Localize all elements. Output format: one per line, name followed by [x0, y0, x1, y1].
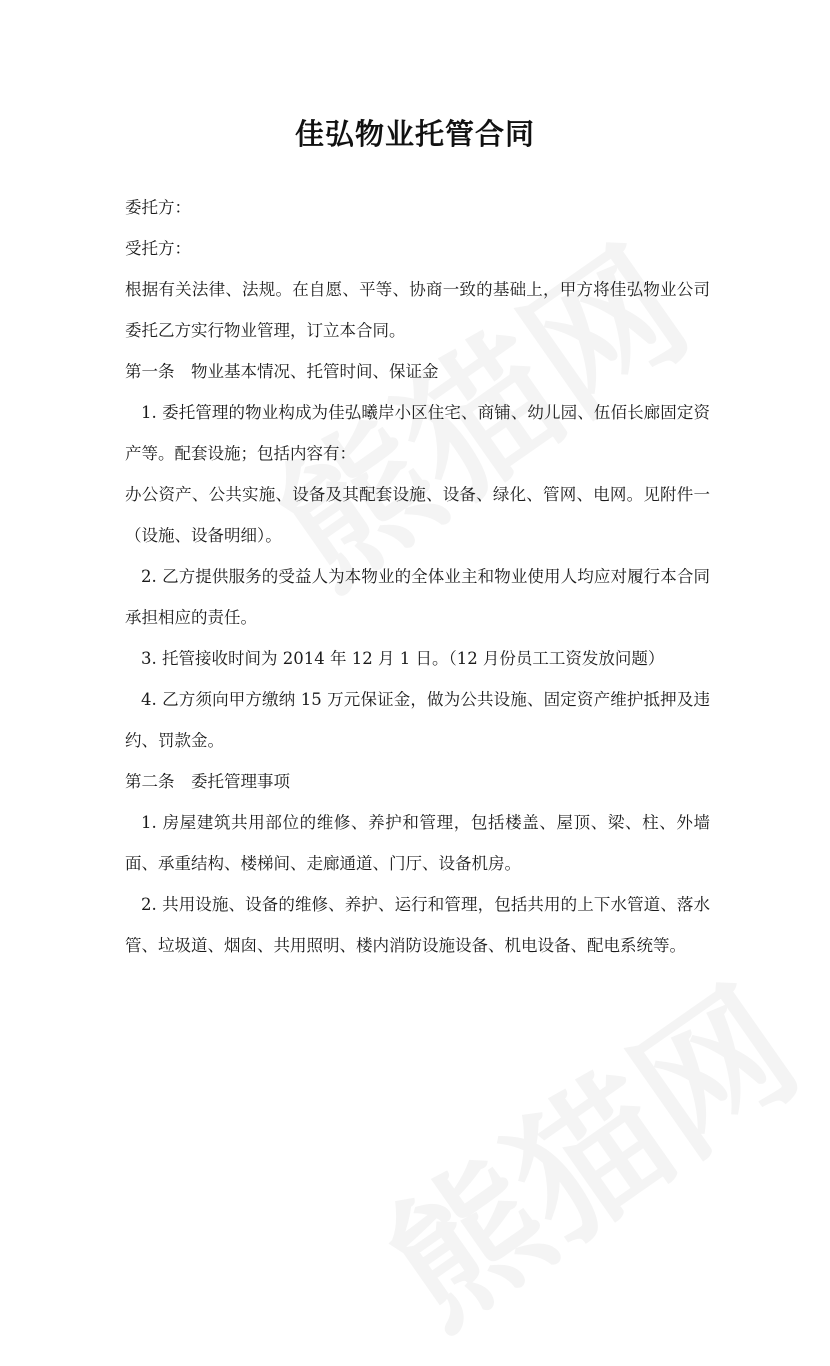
preamble-paragraph: 根据有关法律、法规。在自愿、平等、协商一致的基础上，甲方将佳弘物业公司委托乙方实行物业管理，订立本合同。 [125, 280, 710, 340]
watermark [339, 930, 830, 1365]
article-heading: 第一条 物业基本情况、托管时间、保证金 [125, 362, 439, 381]
article-heading: 第二条 委托管理事项 [125, 772, 290, 791]
party-b-line: 受托方： [125, 239, 191, 258]
document-body [125, 187, 710, 966]
clause-paragraph: 2. 共用设施、设备的维修、养护、运行和管理，包括共用的上下水管道、落水管、垃圾道、烟囱、共用照明、楼内消防设施设备、机电设备、配电系统等。 [125, 895, 710, 955]
clause-paragraph: 3. 托管接收时间为 2014 年 12 月 1 日。（12 月份员工工资发放问题） [141, 649, 665, 668]
clause-paragraph: 1. 房屋建筑共用部位的维修、养护和管理，包括楼盖、屋顶、梁、柱、外墙面、承重结构、楼梯间、走廊通道、门厅、设备机房。 [125, 813, 710, 873]
document-title: 佳弘物业托管合同 [294, 117, 535, 151]
clause-paragraph: 4. 乙方须向甲方缴纳 15 万元保证金，做为公共设施、固定资产维护抵押及违约、罚款金。 [125, 690, 710, 750]
clause-paragraph: 办公资产、公共实施、设备及其配套设施、设备、绿化、管网、电网。见附件一（设施、设备明细）。 [125, 485, 710, 545]
clause-paragraph: 1. 委托管理的物业构成为佳弘曦岸小区住宅、商铺、幼儿园、伍佰长廊固定资产等。配套设施；包括内容有： [125, 403, 710, 463]
party-a-line: 委托方： [125, 198, 191, 217]
clause-paragraph: 2. 乙方提供服务的受益人为本物业的全体业主和物业使用人均应对履行本合同承担相应的责任。 [125, 567, 710, 627]
